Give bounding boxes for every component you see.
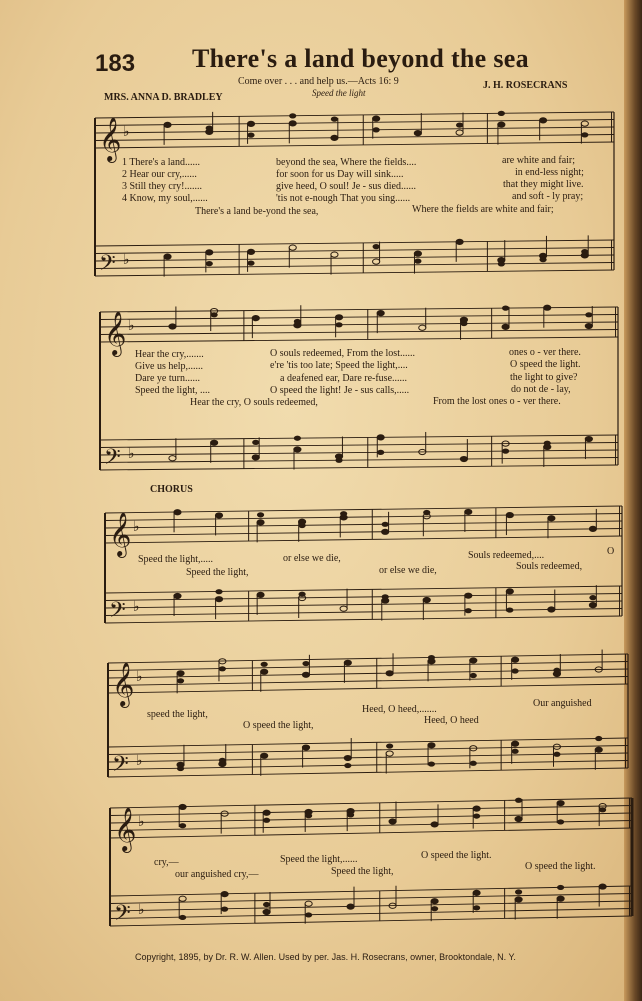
bass-staff-3 <box>105 586 622 623</box>
note-head <box>589 603 596 608</box>
flat-icon: ♭ <box>123 252 130 268</box>
verse-1-refrain-c: ones o - ver there. <box>509 347 581 358</box>
note-head <box>386 743 393 748</box>
chorus-alto-2-b: Heed, O heed <box>424 715 479 726</box>
bass-clef-icon: 𝄢 <box>114 901 131 931</box>
note-head <box>261 753 268 758</box>
note-head <box>428 761 435 766</box>
note-head <box>511 668 518 673</box>
note-head <box>553 752 560 757</box>
note-head <box>305 901 312 906</box>
bass-clef-icon: 𝄢 <box>99 251 116 281</box>
note-head <box>589 526 596 531</box>
note-head <box>431 822 438 827</box>
treble-clef-icon: 𝄞 <box>104 311 127 355</box>
note-head <box>502 324 509 329</box>
flat-icon: ♭ <box>136 753 143 769</box>
note-head <box>414 259 421 264</box>
note-head <box>460 321 467 326</box>
hymn-number: 183 <box>95 50 136 77</box>
verse-1-refrain-b: O souls redeemed, From the lost...... <box>270 348 415 359</box>
note-head <box>335 458 342 463</box>
note-head <box>506 512 513 517</box>
note-head <box>344 660 351 665</box>
note-head <box>211 440 218 445</box>
note-head <box>377 450 384 455</box>
note-head <box>257 512 264 517</box>
note-head <box>340 511 347 516</box>
note-head <box>263 818 270 823</box>
note-head <box>470 761 477 766</box>
chorus-soprano-1-b: or else we die, <box>283 553 341 564</box>
note-head <box>206 261 213 266</box>
bass-staff-5 <box>110 886 632 926</box>
chorus-alto-3-b: Speed the light, <box>331 866 394 877</box>
copyright-notice: Copyright, 1895, by Dr. R. W. Allen. Used by per. Jas. H. Rosecrans, owner, Brooktondale, N. Y. <box>135 952 516 962</box>
chorus-soprano-2-b: Heed, O heed,....... <box>362 704 437 715</box>
note-head <box>465 593 472 598</box>
note-head <box>423 510 430 515</box>
note-head <box>589 595 596 600</box>
verse-4-refrain-b: O speed the light! Je - sus calls,..... <box>270 385 410 396</box>
note-head <box>544 441 551 446</box>
note-head <box>164 254 171 259</box>
note-head <box>215 513 222 518</box>
note-head <box>164 122 171 127</box>
note-head <box>431 899 438 904</box>
note-head <box>423 597 430 602</box>
note-head <box>302 745 309 750</box>
note-head <box>473 806 480 811</box>
note-head <box>305 813 312 818</box>
note-head <box>539 257 546 262</box>
note-head <box>261 669 268 674</box>
note-head <box>581 132 588 137</box>
note-head <box>386 671 393 676</box>
note-head <box>382 522 389 527</box>
note-head <box>465 608 472 613</box>
note-head <box>382 529 389 534</box>
note-head <box>299 592 306 597</box>
note-head <box>179 896 186 901</box>
note-head <box>340 606 347 611</box>
note-head <box>414 251 421 256</box>
note-head <box>419 325 426 330</box>
chorus-soprano-1-d: O <box>607 546 615 557</box>
note-head <box>247 133 254 138</box>
note-head <box>299 523 306 528</box>
lyricist-credit: MRS. ANNA D. BRADLEY <box>104 92 223 103</box>
note-head <box>169 456 176 461</box>
note-head <box>473 813 480 818</box>
verse-4-a: 4 Know, my soul,...... <box>122 193 208 204</box>
verse-3-a: 3 Still they cry!....... <box>122 181 202 192</box>
note-head <box>511 741 518 746</box>
note-head <box>206 250 213 255</box>
bass-clef-icon: 𝄢 <box>109 598 126 628</box>
note-head <box>502 449 509 454</box>
note-head <box>294 319 301 324</box>
note-head <box>473 890 480 895</box>
alto-line-1-a: There's a land be-yond the sea, <box>195 206 319 217</box>
alto-line-1-b: Where the fields are white and fair; <box>412 204 554 215</box>
note-head <box>344 755 351 760</box>
note-head <box>585 312 592 317</box>
chorus-alto-1-a: Speed the light, <box>186 567 249 578</box>
note-head <box>428 655 435 660</box>
tempo-marking: Speed the light <box>312 88 366 98</box>
chorus-alto-2-a: O speed the light, <box>243 720 314 731</box>
flat-icon: ♭ <box>128 446 135 462</box>
note-head <box>174 593 181 598</box>
note-head <box>335 315 342 320</box>
note-head <box>373 116 380 121</box>
chorus-alto-1-c: Souls redeemed, <box>516 561 583 572</box>
note-head <box>515 889 522 894</box>
note-head <box>377 311 384 316</box>
note-head <box>585 323 592 328</box>
note-head <box>511 749 518 754</box>
note-head <box>498 122 505 127</box>
verse-4-b: 'tis not e-nough That you sing...... <box>276 193 411 204</box>
note-head <box>539 118 546 123</box>
note-head <box>263 909 270 914</box>
bass-clef-icon: 𝄢 <box>112 752 129 782</box>
note-head <box>553 668 560 673</box>
note-head <box>247 249 254 254</box>
note-head <box>515 816 522 821</box>
note-head <box>221 892 228 897</box>
note-head <box>460 456 467 461</box>
treble-clef-icon: 𝄞 <box>99 117 122 161</box>
flat-icon: ♭ <box>123 124 130 140</box>
treble-staff-4 <box>108 654 628 693</box>
note-head <box>302 672 309 677</box>
treble-clef-icon: 𝄞 <box>112 662 135 706</box>
note-head <box>289 245 296 250</box>
chorus-alto-3-a: our anguished cry,— <box>175 869 259 880</box>
treble-staff-2 <box>100 307 618 342</box>
chorus-soprano-3-a: cry,— <box>154 857 179 868</box>
note-head <box>174 510 181 515</box>
verse-1-refrain-a: Hear the cry,....... <box>135 349 204 360</box>
verse-4-refrain-a: Speed the light, .... <box>135 385 210 396</box>
note-head <box>506 589 513 594</box>
note-head <box>179 804 186 809</box>
note-head <box>599 807 606 812</box>
alto-line-2-a: Hear the cry, O souls redeemed, <box>190 397 318 408</box>
note-head <box>219 666 226 671</box>
hymn-title: There's a land beyond the sea <box>192 44 529 73</box>
note-head <box>219 758 226 763</box>
note-head <box>211 312 218 317</box>
treble-staff-3 <box>105 506 622 543</box>
chorus-soprano-2-a: speed the light, <box>147 709 208 720</box>
note-head <box>252 316 259 321</box>
note-head <box>373 244 380 249</box>
note-head <box>247 261 254 266</box>
note-head <box>377 435 384 440</box>
verse-2-refrain-b: e're 'tis too late; Speed the light,.... <box>270 360 408 371</box>
treble-clef-icon: 𝄞 <box>114 807 137 851</box>
note-head <box>506 607 513 612</box>
flat-icon: ♭ <box>133 519 140 535</box>
note-head <box>373 127 380 132</box>
verse-3-c: that they might live. <box>503 179 584 190</box>
verse-2-refrain-a: Give us help,...... <box>135 361 204 372</box>
note-head <box>252 440 259 445</box>
verse-2-refrain-c: O speed the light. <box>510 359 581 370</box>
flat-icon: ♭ <box>136 669 143 685</box>
note-head <box>263 902 270 907</box>
flat-icon: ♭ <box>138 902 145 918</box>
chorus-soprano-1-a: Speed the light,..... <box>138 554 213 565</box>
note-head <box>595 747 602 752</box>
note-head <box>456 130 463 135</box>
note-head <box>498 261 505 266</box>
alto-line-2-b: From the lost ones o - ver there. <box>433 396 561 407</box>
note-head <box>470 658 477 663</box>
note-head <box>263 810 270 815</box>
note-head <box>169 324 176 329</box>
note-head <box>465 509 472 514</box>
chorus-label: CHORUS <box>150 484 193 495</box>
verse-2-b: for soon for us Day will sink..... <box>276 169 404 180</box>
note-head <box>177 766 184 771</box>
flat-icon: ♭ <box>133 599 140 615</box>
bass-staff-4 <box>108 738 628 777</box>
verse-1-b: beyond the sea, Where the fields.... <box>276 157 417 168</box>
treble-staff-5 <box>110 798 632 838</box>
note-head <box>585 436 592 441</box>
note-head <box>252 455 259 460</box>
note-head <box>599 884 606 889</box>
note-head <box>261 662 268 667</box>
note-head <box>581 249 588 254</box>
treble-clef-icon: 𝄞 <box>109 512 132 556</box>
flat-icon: ♭ <box>138 814 145 830</box>
note-head <box>386 751 393 756</box>
note-head <box>206 126 213 131</box>
note-head <box>498 111 505 116</box>
bass-staff-2 <box>100 435 618 470</box>
note-head <box>544 305 551 310</box>
note-head <box>215 589 222 594</box>
note-head <box>431 906 438 911</box>
note-head <box>382 594 389 599</box>
verse-3-refrain-c: the light to give? <box>510 372 578 383</box>
note-head <box>595 736 602 741</box>
note-head <box>344 763 351 768</box>
verse-3-refrain-a: Dare ye turn...... <box>135 373 200 384</box>
note-head <box>557 896 564 901</box>
chorus-soprano-1-c: Souls redeemed,.... <box>468 550 545 561</box>
note-head <box>257 520 264 525</box>
note-head <box>428 743 435 748</box>
note-head <box>179 915 186 920</box>
chorus-soprano-3-b: Speed the light,...... <box>280 854 358 865</box>
note-head <box>289 113 296 118</box>
verse-2-c: in end-less night; <box>515 167 584 178</box>
scripture-epigraph: Come over . . . and help us.—Acts 16: 9 <box>238 76 399 87</box>
note-head <box>470 673 477 678</box>
note-head <box>179 823 186 828</box>
note-head <box>557 885 564 890</box>
note-head <box>557 801 564 806</box>
chorus-soprano-3-c: O speed the light. <box>421 850 492 861</box>
note-head <box>331 135 338 140</box>
verse-4-c: and soft - ly pray; <box>512 191 584 202</box>
note-head <box>581 121 588 126</box>
verse-3-b: give heed, O soul! Je - sus died...... <box>276 181 416 192</box>
treble-staff-1 <box>95 112 614 148</box>
verse-1-c: are white and fair; <box>502 155 576 166</box>
chorus-soprano-2-c: Our anguished <box>533 698 592 709</box>
note-head <box>305 912 312 917</box>
note-head <box>473 905 480 910</box>
note-head <box>557 819 564 824</box>
note-head <box>257 592 264 597</box>
note-head <box>373 259 380 264</box>
note-head <box>177 678 184 683</box>
note-head <box>548 516 555 521</box>
note-head <box>294 436 301 441</box>
note-head <box>511 657 518 662</box>
note-head <box>331 252 338 257</box>
note-head <box>347 904 354 909</box>
verse-4-refrain-c: do not de - lay, <box>511 384 571 395</box>
note-head <box>515 897 522 902</box>
bass-clef-icon: 𝄢 <box>104 445 121 475</box>
composer-credit: J. H. ROSECRANS <box>483 80 568 91</box>
note-head <box>548 607 555 612</box>
bass-staff-1 <box>95 240 614 276</box>
note-head <box>515 798 522 803</box>
note-head <box>456 123 463 128</box>
note-head <box>335 322 342 327</box>
note-head <box>456 239 463 244</box>
note-head <box>247 121 254 126</box>
verse-1-a: 1 There's a land...... <box>122 157 200 168</box>
note-head <box>302 661 309 666</box>
note-head <box>331 117 338 122</box>
note-head <box>221 907 228 912</box>
verse-3-refrain-b: a deafened ear, Dare re-fuse...... <box>280 373 408 384</box>
note-head <box>289 121 296 126</box>
note-head <box>347 812 354 817</box>
note-head <box>502 306 509 311</box>
chorus-alto-1-b: or else we die, <box>379 565 437 576</box>
flat-icon: ♭ <box>128 318 135 334</box>
note-head <box>414 131 421 136</box>
note-head <box>294 447 301 452</box>
verse-2-a: 2 Hear our cry,...... <box>122 169 197 180</box>
note-head <box>389 819 396 824</box>
chorus-alto-3-c: O speed the light. <box>525 861 596 872</box>
note-head <box>177 671 184 676</box>
note-head <box>215 597 222 602</box>
